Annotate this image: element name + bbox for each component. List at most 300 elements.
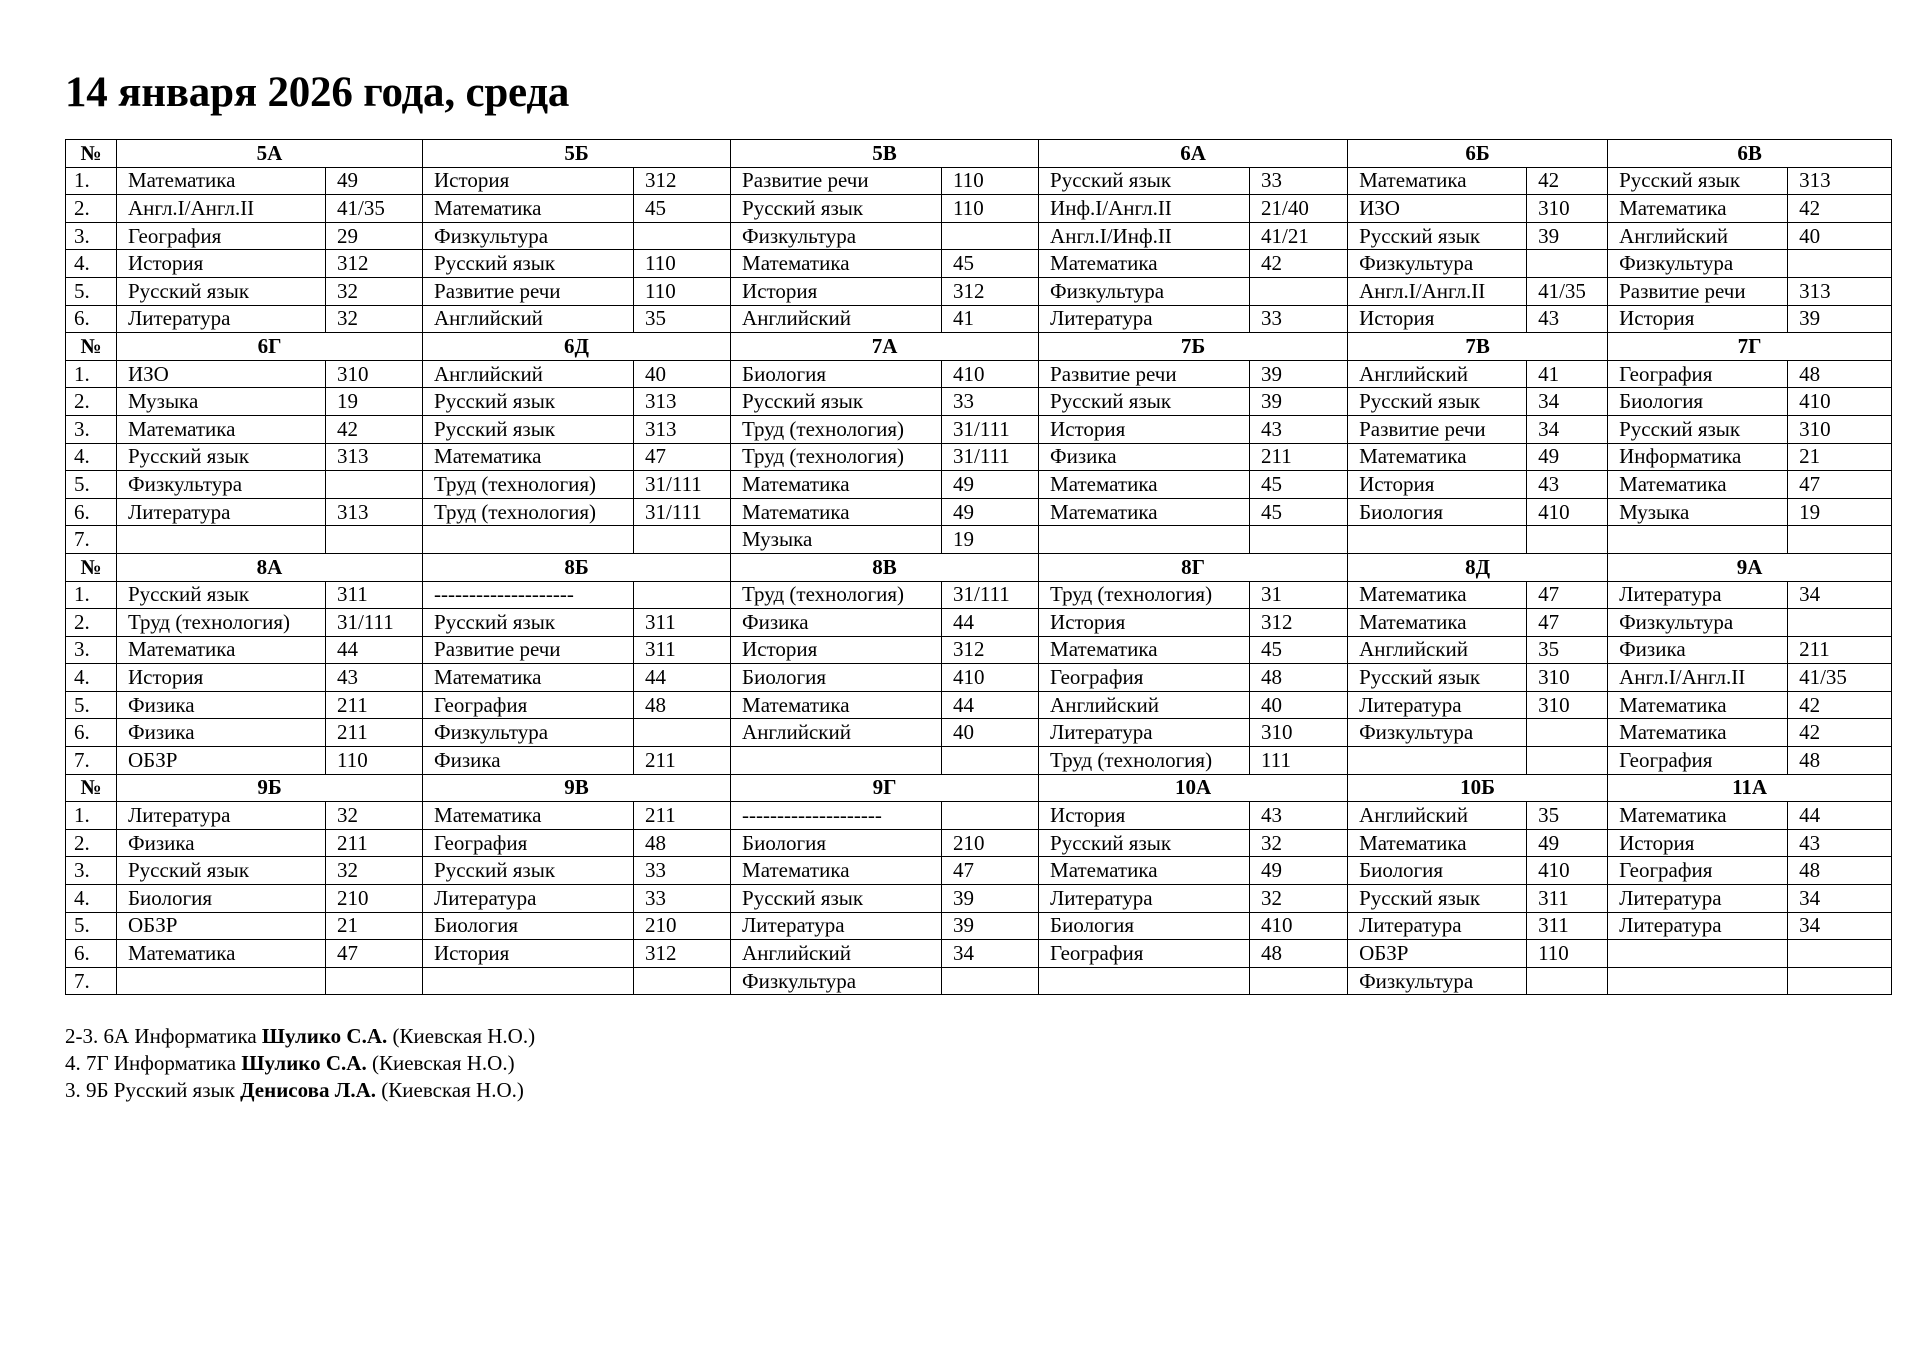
room-cell bbox=[1788, 967, 1892, 995]
subject-cell: Математика bbox=[731, 498, 942, 526]
subject-cell: Труд (технология) bbox=[423, 498, 634, 526]
room-cell bbox=[1250, 967, 1348, 995]
subject-cell bbox=[1608, 967, 1788, 995]
subject-cell: Литература bbox=[1608, 885, 1788, 913]
subject-cell: История bbox=[423, 167, 634, 195]
subject-cell: ОБЗР bbox=[117, 747, 326, 775]
room-cell: 210 bbox=[942, 829, 1039, 857]
subject-cell: Биология bbox=[423, 912, 634, 940]
subject-cell: Английский bbox=[1608, 222, 1788, 250]
subject-cell: Физика bbox=[423, 747, 634, 775]
subject-cell: История bbox=[731, 277, 942, 305]
subject-cell: История bbox=[1039, 802, 1250, 830]
room-cell: 33 bbox=[634, 857, 731, 885]
room-cell: 34 bbox=[1527, 415, 1608, 443]
lesson-row bbox=[66, 609, 1892, 637]
subject-cell: Русский язык bbox=[423, 388, 634, 416]
room-cell: 410 bbox=[942, 664, 1039, 692]
class-name-header: 8Г bbox=[1039, 553, 1348, 581]
subject-cell: Математика bbox=[423, 802, 634, 830]
room-cell: 41/21 bbox=[1250, 222, 1348, 250]
subject-cell: Физкультура bbox=[1608, 609, 1788, 637]
room-cell: 40 bbox=[942, 719, 1039, 747]
room-cell bbox=[942, 222, 1039, 250]
subject-cell: Английский bbox=[423, 360, 634, 388]
subject-cell: Физика bbox=[1608, 636, 1788, 664]
replacement-note bbox=[65, 1023, 535, 1050]
room-cell: 44 bbox=[1788, 802, 1892, 830]
subject-cell: Физкультура bbox=[731, 222, 942, 250]
subject-cell: Математика bbox=[731, 857, 942, 885]
room-cell bbox=[634, 526, 731, 554]
subject-cell: Англ.I/Англ.II bbox=[117, 195, 326, 223]
teacher-name: Шулико С.А. bbox=[241, 1051, 367, 1075]
lesson-number: 6. bbox=[66, 940, 117, 968]
lesson-row bbox=[66, 498, 1892, 526]
note-substitute: (Киевская Н.О.) bbox=[376, 1078, 524, 1102]
room-cell: 39 bbox=[1788, 305, 1892, 333]
subject-cell: Литература bbox=[423, 885, 634, 913]
subject-cell: Математика bbox=[1608, 471, 1788, 499]
subject-cell: ИЗО bbox=[1348, 195, 1527, 223]
room-cell: 31/111 bbox=[942, 443, 1039, 471]
class-name-header: 9А bbox=[1608, 553, 1892, 581]
room-cell: 313 bbox=[634, 415, 731, 443]
schedule-body bbox=[66, 140, 1892, 995]
subject-cell: Русский язык bbox=[1039, 388, 1250, 416]
room-cell: 43 bbox=[326, 664, 423, 692]
room-cell: 211 bbox=[1788, 636, 1892, 664]
subject-cell: Математика bbox=[1348, 443, 1527, 471]
room-cell: 47 bbox=[326, 940, 423, 968]
room-cell: 44 bbox=[326, 636, 423, 664]
room-cell bbox=[634, 967, 731, 995]
room-cell bbox=[1788, 609, 1892, 637]
lesson-number: 2. bbox=[66, 388, 117, 416]
subject-cell bbox=[1348, 526, 1527, 554]
subject-cell: Труд (технология) bbox=[117, 609, 326, 637]
room-cell: 41/35 bbox=[1788, 664, 1892, 692]
subject-cell bbox=[731, 747, 942, 775]
class-name-header: 7Б bbox=[1039, 333, 1348, 361]
lesson-row bbox=[66, 967, 1892, 995]
subject-cell: Математика bbox=[423, 195, 634, 223]
subject-cell: Труд (технология) bbox=[731, 415, 942, 443]
room-cell: 43 bbox=[1788, 829, 1892, 857]
subject-cell: История bbox=[117, 664, 326, 692]
teacher-name: Денисова Л.А. bbox=[240, 1078, 377, 1102]
class-name-header: 6А bbox=[1039, 140, 1348, 168]
room-cell: 32 bbox=[326, 277, 423, 305]
lesson-row bbox=[66, 195, 1892, 223]
subject-cell: Математика bbox=[1348, 581, 1527, 609]
room-cell: 33 bbox=[942, 388, 1039, 416]
room-cell: 33 bbox=[1250, 167, 1348, 195]
lesson-number: 1. bbox=[66, 802, 117, 830]
room-cell: 42 bbox=[1250, 250, 1348, 278]
subject-cell: История bbox=[1608, 829, 1788, 857]
subject-cell: Математика bbox=[731, 691, 942, 719]
subject-cell: ИЗО bbox=[117, 360, 326, 388]
room-cell: 312 bbox=[634, 940, 731, 968]
subject-cell bbox=[117, 526, 326, 554]
subject-cell: Физкультура bbox=[731, 967, 942, 995]
room-cell: 31 bbox=[1250, 581, 1348, 609]
subject-cell: ОБЗР bbox=[1348, 940, 1527, 968]
lesson-row bbox=[66, 664, 1892, 692]
room-cell: 211 bbox=[1250, 443, 1348, 471]
subject-cell: Математика bbox=[117, 167, 326, 195]
page-title: 14 января 2026 года, среда bbox=[65, 69, 570, 116]
room-cell: 34 bbox=[1788, 912, 1892, 940]
room-cell bbox=[1250, 526, 1348, 554]
subject-cell: Математика bbox=[1608, 691, 1788, 719]
class-name-header: 9В bbox=[423, 774, 731, 802]
subject-cell: Физкультура bbox=[1608, 250, 1788, 278]
class-name-header: 7А bbox=[731, 333, 1039, 361]
subject-cell: Англ.I/Инф.II bbox=[1039, 222, 1250, 250]
subject-cell: Информатика bbox=[1608, 443, 1788, 471]
room-cell bbox=[326, 526, 423, 554]
room-cell: 49 bbox=[1527, 829, 1608, 857]
room-cell: 40 bbox=[1788, 222, 1892, 250]
room-cell: 31/111 bbox=[634, 498, 731, 526]
class-header-row bbox=[66, 333, 1892, 361]
class-name-header: 10Б bbox=[1348, 774, 1608, 802]
class-header-row bbox=[66, 553, 1892, 581]
subject-cell: Математика bbox=[1608, 719, 1788, 747]
subject-cell: Русский язык bbox=[117, 857, 326, 885]
room-cell: 39 bbox=[1250, 388, 1348, 416]
lesson-row bbox=[66, 747, 1892, 775]
room-cell: 210 bbox=[326, 885, 423, 913]
room-cell: 312 bbox=[942, 277, 1039, 305]
subject-cell: Физкультура bbox=[423, 719, 634, 747]
lesson-row bbox=[66, 636, 1892, 664]
room-cell bbox=[1527, 967, 1608, 995]
class-name-header: 10А bbox=[1039, 774, 1348, 802]
lesson-number: 7. bbox=[66, 967, 117, 995]
subject-cell: Труд (технология) bbox=[423, 471, 634, 499]
subject-cell: Биология bbox=[1039, 912, 1250, 940]
schedule-table bbox=[65, 139, 1892, 995]
note-substitute: (Киевская Н.О.) bbox=[387, 1024, 536, 1048]
subject-cell: Русский язык bbox=[1348, 885, 1527, 913]
lesson-number: 2. bbox=[66, 609, 117, 637]
subject-cell: Русский язык bbox=[731, 885, 942, 913]
room-cell: 48 bbox=[1788, 360, 1892, 388]
lesson-number: 5. bbox=[66, 277, 117, 305]
room-cell: 34 bbox=[942, 940, 1039, 968]
subject-cell: Труд (технология) bbox=[731, 443, 942, 471]
lesson-row bbox=[66, 829, 1892, 857]
lesson-number: 5. bbox=[66, 471, 117, 499]
subject-cell: Развитие речи bbox=[1608, 277, 1788, 305]
lesson-number: 6. bbox=[66, 719, 117, 747]
room-cell: 110 bbox=[942, 167, 1039, 195]
subject-cell: Биология bbox=[1348, 498, 1527, 526]
subject-cell bbox=[1348, 747, 1527, 775]
lesson-row bbox=[66, 802, 1892, 830]
room-cell: 19 bbox=[1788, 498, 1892, 526]
room-cell: 110 bbox=[1527, 940, 1608, 968]
class-header-row bbox=[66, 140, 1892, 168]
room-cell: 42 bbox=[1788, 691, 1892, 719]
subject-cell: Физика bbox=[117, 719, 326, 747]
room-cell: 410 bbox=[942, 360, 1039, 388]
subject-cell bbox=[423, 967, 634, 995]
subject-cell: Математика bbox=[1348, 609, 1527, 637]
lesson-row bbox=[66, 719, 1892, 747]
room-cell: 310 bbox=[1527, 664, 1608, 692]
subject-cell: Физкультура bbox=[1348, 250, 1527, 278]
lesson-number: 5. bbox=[66, 912, 117, 940]
subject-cell: Русский язык bbox=[1348, 664, 1527, 692]
subject-cell: -------------------- bbox=[423, 581, 634, 609]
room-cell: 19 bbox=[942, 526, 1039, 554]
subject-cell: Литература bbox=[117, 802, 326, 830]
lesson-number: 1. bbox=[66, 167, 117, 195]
subject-cell: Русский язык bbox=[117, 443, 326, 471]
room-cell: 110 bbox=[326, 747, 423, 775]
room-cell: 47 bbox=[1527, 581, 1608, 609]
room-cell: 48 bbox=[1788, 857, 1892, 885]
subject-cell: Русский язык bbox=[1039, 829, 1250, 857]
class-name-header: 5А bbox=[117, 140, 423, 168]
subject-cell: Труд (технология) bbox=[731, 581, 942, 609]
subject-cell: Литература bbox=[1039, 885, 1250, 913]
room-cell: 39 bbox=[942, 912, 1039, 940]
room-cell: 21 bbox=[326, 912, 423, 940]
subject-cell: История bbox=[117, 250, 326, 278]
room-cell: 43 bbox=[1250, 802, 1348, 830]
room-cell: 21 bbox=[1788, 443, 1892, 471]
subject-cell: Физика bbox=[731, 609, 942, 637]
room-cell: 110 bbox=[634, 250, 731, 278]
subject-cell bbox=[1039, 526, 1250, 554]
class-name-header: 5Б bbox=[423, 140, 731, 168]
subject-cell bbox=[117, 967, 326, 995]
subject-cell: Литература bbox=[731, 912, 942, 940]
lesson-row bbox=[66, 471, 1892, 499]
subject-cell: Русский язык bbox=[423, 609, 634, 637]
class-name-header: 6В bbox=[1608, 140, 1892, 168]
note-text: 3. 9Б Русский язык bbox=[65, 1078, 241, 1102]
lesson-row bbox=[66, 167, 1892, 195]
subject-cell: Физкультура bbox=[1348, 967, 1527, 995]
lesson-row bbox=[66, 415, 1892, 443]
room-cell: 40 bbox=[1250, 691, 1348, 719]
room-cell: 48 bbox=[1250, 940, 1348, 968]
class-name-header: 8А bbox=[117, 553, 423, 581]
room-cell: 310 bbox=[326, 360, 423, 388]
lesson-number: 7. bbox=[66, 526, 117, 554]
room-cell: 313 bbox=[1788, 277, 1892, 305]
room-cell bbox=[1527, 719, 1608, 747]
subject-cell: Математика bbox=[117, 940, 326, 968]
lesson-row bbox=[66, 222, 1892, 250]
room-cell: 31/111 bbox=[942, 581, 1039, 609]
room-cell: 19 bbox=[326, 388, 423, 416]
subject-cell: Физкультура bbox=[117, 471, 326, 499]
subject-cell: Литература bbox=[1348, 912, 1527, 940]
lesson-row bbox=[66, 305, 1892, 333]
room-cell: 39 bbox=[942, 885, 1039, 913]
subject-cell: Английский bbox=[1348, 802, 1527, 830]
room-cell: 34 bbox=[1527, 388, 1608, 416]
room-cell: 44 bbox=[942, 691, 1039, 719]
subject-cell: Русский язык bbox=[117, 277, 326, 305]
subject-cell: ОБЗР bbox=[117, 912, 326, 940]
subject-cell: Литература bbox=[117, 305, 326, 333]
subject-cell: Музыка bbox=[117, 388, 326, 416]
subject-cell: Математика bbox=[1039, 471, 1250, 499]
subject-cell: Математика bbox=[1348, 167, 1527, 195]
subject-cell: Математика bbox=[1039, 857, 1250, 885]
lesson-row bbox=[66, 250, 1892, 278]
room-cell bbox=[1788, 526, 1892, 554]
room-cell bbox=[326, 471, 423, 499]
subject-cell: Литература bbox=[1039, 305, 1250, 333]
class-name-header: 7В bbox=[1348, 333, 1608, 361]
subject-cell: Труд (технология) bbox=[1039, 581, 1250, 609]
subject-cell: История bbox=[1039, 609, 1250, 637]
room-cell: 32 bbox=[326, 857, 423, 885]
subject-cell: Математика bbox=[1608, 802, 1788, 830]
subject-cell: География bbox=[423, 829, 634, 857]
lesson-number: 4. bbox=[66, 885, 117, 913]
lesson-number-header: № bbox=[66, 333, 117, 361]
room-cell: 45 bbox=[1250, 498, 1348, 526]
room-cell: 34 bbox=[1788, 581, 1892, 609]
room-cell: 410 bbox=[1788, 388, 1892, 416]
room-cell: 211 bbox=[634, 802, 731, 830]
subject-cell: -------------------- bbox=[731, 802, 942, 830]
subject-cell: Русский язык bbox=[1348, 388, 1527, 416]
room-cell: 31/111 bbox=[942, 415, 1039, 443]
room-cell: 21/40 bbox=[1250, 195, 1348, 223]
room-cell: 311 bbox=[326, 581, 423, 609]
subject-cell: Литература bbox=[1608, 581, 1788, 609]
room-cell: 33 bbox=[1250, 305, 1348, 333]
replacement-note bbox=[65, 1077, 535, 1104]
room-cell: 312 bbox=[942, 636, 1039, 664]
note-text: 4. 7Г Информатика bbox=[65, 1051, 242, 1075]
room-cell: 35 bbox=[1527, 636, 1608, 664]
subject-cell: Развитие речи bbox=[423, 277, 634, 305]
lesson-row bbox=[66, 388, 1892, 416]
room-cell: 39 bbox=[1527, 222, 1608, 250]
room-cell bbox=[634, 581, 731, 609]
room-cell bbox=[1527, 747, 1608, 775]
room-cell bbox=[942, 747, 1039, 775]
subject-cell: География bbox=[1608, 857, 1788, 885]
subject-cell: Русский язык bbox=[423, 415, 634, 443]
replacement-note bbox=[65, 1050, 535, 1077]
room-cell: 48 bbox=[634, 691, 731, 719]
subject-cell: История bbox=[1348, 471, 1527, 499]
room-cell: 48 bbox=[634, 829, 731, 857]
subject-cell: Физкультура bbox=[1039, 277, 1250, 305]
subject-cell: География bbox=[423, 691, 634, 719]
room-cell: 45 bbox=[1250, 636, 1348, 664]
room-cell bbox=[326, 967, 423, 995]
subject-cell: Биология bbox=[117, 885, 326, 913]
subject-cell: Музыка bbox=[1608, 498, 1788, 526]
subject-cell: Литература bbox=[1348, 691, 1527, 719]
lesson-number: 2. bbox=[66, 195, 117, 223]
room-cell bbox=[1527, 250, 1608, 278]
room-cell: 311 bbox=[634, 609, 731, 637]
room-cell: 43 bbox=[1527, 471, 1608, 499]
room-cell: 49 bbox=[942, 471, 1039, 499]
lesson-number: 4. bbox=[66, 250, 117, 278]
lesson-number: 3. bbox=[66, 857, 117, 885]
lesson-number: 7. bbox=[66, 747, 117, 775]
room-cell: 211 bbox=[326, 719, 423, 747]
subject-cell: Физкультура bbox=[423, 222, 634, 250]
lesson-number: 5. bbox=[66, 691, 117, 719]
room-cell: 41/35 bbox=[1527, 277, 1608, 305]
subject-cell: Английский bbox=[1348, 636, 1527, 664]
lesson-row bbox=[66, 885, 1892, 913]
lesson-row bbox=[66, 857, 1892, 885]
lesson-row bbox=[66, 691, 1892, 719]
subject-cell: Биология bbox=[731, 829, 942, 857]
room-cell: 49 bbox=[942, 498, 1039, 526]
room-cell: 32 bbox=[326, 802, 423, 830]
subject-cell: Русский язык bbox=[423, 250, 634, 278]
room-cell: 33 bbox=[634, 885, 731, 913]
subject-cell: Англ.I/Англ.II bbox=[1608, 664, 1788, 692]
room-cell: 47 bbox=[1788, 471, 1892, 499]
subject-cell: Английский bbox=[423, 305, 634, 333]
room-cell: 312 bbox=[1250, 609, 1348, 637]
note-text: 2-3. 6А Информатика bbox=[65, 1024, 262, 1048]
room-cell: 49 bbox=[1527, 443, 1608, 471]
subject-cell: История bbox=[1608, 305, 1788, 333]
room-cell: 312 bbox=[326, 250, 423, 278]
subject-cell: Русский язык bbox=[1039, 167, 1250, 195]
subject-cell: История bbox=[1348, 305, 1527, 333]
room-cell: 35 bbox=[634, 305, 731, 333]
lesson-number: 6. bbox=[66, 305, 117, 333]
lesson-row bbox=[66, 360, 1892, 388]
room-cell: 45 bbox=[634, 195, 731, 223]
subject-cell: Английский bbox=[1039, 691, 1250, 719]
room-cell: 110 bbox=[942, 195, 1039, 223]
subject-cell bbox=[423, 526, 634, 554]
room-cell: 40 bbox=[634, 360, 731, 388]
subject-cell: История bbox=[731, 636, 942, 664]
teacher-name: Шулико С.А. bbox=[261, 1024, 388, 1048]
subject-cell: Биология bbox=[1608, 388, 1788, 416]
class-name-header: 6Д bbox=[423, 333, 731, 361]
subject-cell: Русский язык bbox=[423, 857, 634, 885]
room-cell: 311 bbox=[1527, 912, 1608, 940]
room-cell bbox=[1250, 277, 1348, 305]
room-cell: 35 bbox=[1527, 802, 1608, 830]
subject-cell: География bbox=[1608, 360, 1788, 388]
subject-cell: География bbox=[1039, 664, 1250, 692]
subject-cell: Математика bbox=[731, 471, 942, 499]
subject-cell: Математика bbox=[731, 250, 942, 278]
room-cell: 32 bbox=[1250, 829, 1348, 857]
subject-cell: География bbox=[117, 222, 326, 250]
room-cell: 44 bbox=[634, 664, 731, 692]
room-cell: 313 bbox=[326, 443, 423, 471]
subject-cell: Математика bbox=[1039, 250, 1250, 278]
